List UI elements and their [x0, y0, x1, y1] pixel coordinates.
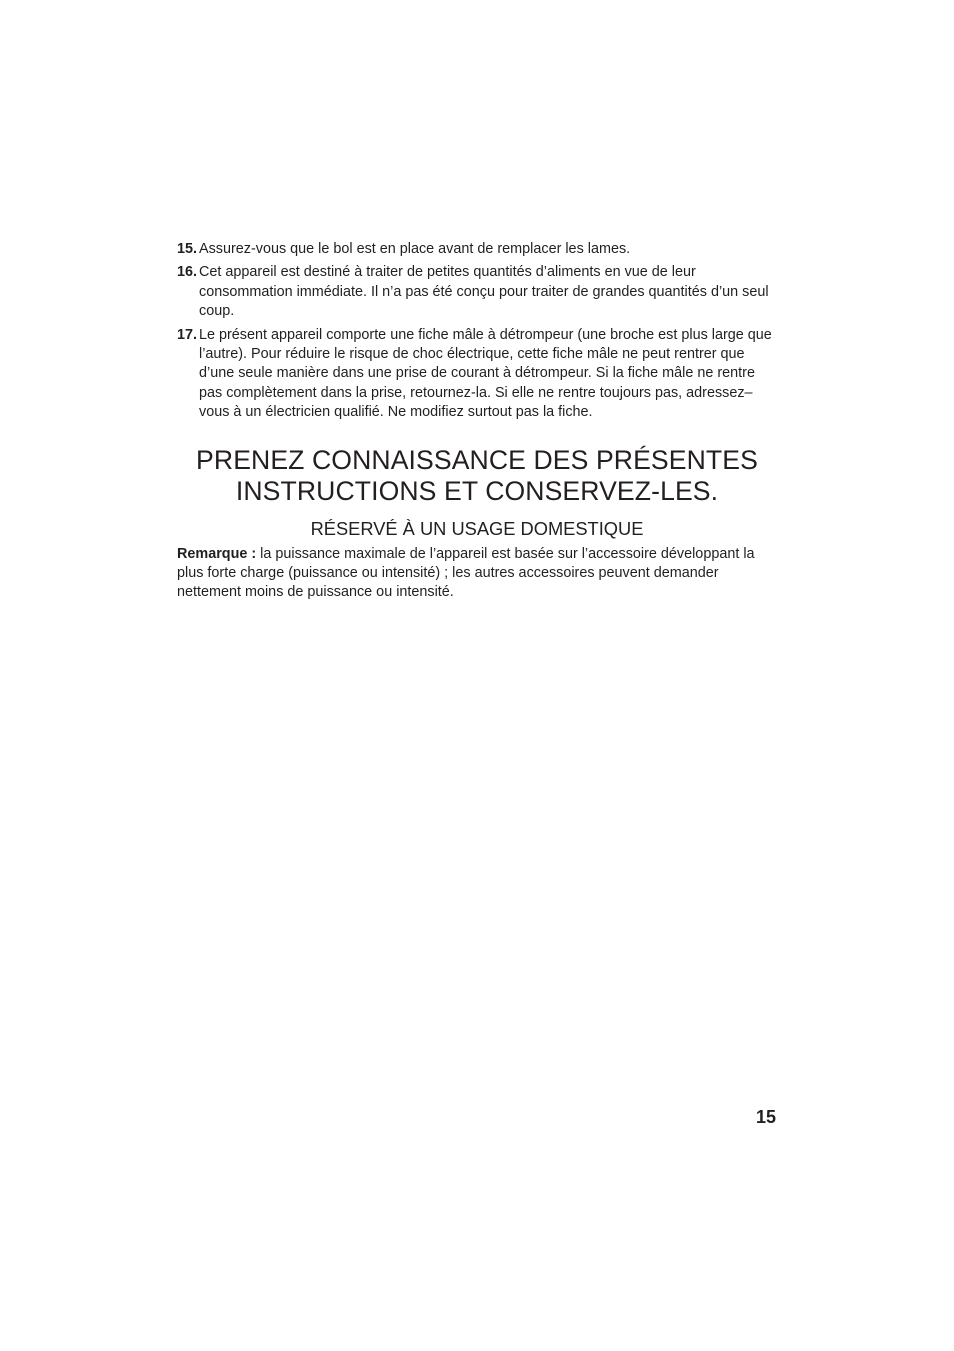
page-number: 15: [755, 1107, 776, 1127]
item-text: Le présent appareil comporte une fiche mâle à détrompeur (une broche est plus large que l’autre). Pour réduire le risque de choc électrique, cette fiche mâle ne peut rentrer que d’une seule manière dans une prise de courant à détrompeur. Si la fiche mâle ne rentre pas complètement dans la prise, retournez-la. Si elle ne rentre toujours pas, adressez–vous à un électricien qualifié. Ne modifiez surtout pas la fiche.: [199, 326, 772, 421]
section-subtitle: RÉSERVÉ À UN USAGE DOMESTIQUE: [310, 517, 644, 539]
page-title: [177, 445, 777, 508]
item-number: 16.: [177, 264, 198, 281]
page-title-line-1: PRENEZ CONNAISSANCE DES PRÉSENTES: [196, 444, 758, 475]
safety-instructions-list: [177, 240, 777, 423]
page-content: [177, 240, 777, 603]
note-text: la puissance maximale de l’appareil est basée sur l’accessoire développant la plus forte charge (puissance ou intensité) ; les autres accessoires peuvent demander nettement moins de puissance ou intensité.: [177, 545, 755, 601]
item-text: Cet appareil est destiné à traiter de petites quantités d’aliments en vue de leur consommation immédiate. Il n’a pas été conçu pour traiter de grandes quantités d’un seul coup.: [199, 264, 769, 320]
item-number: 15.: [177, 241, 198, 257]
note-paragraph: [177, 545, 777, 603]
list-item: [177, 326, 777, 423]
page-title-line-2: INSTRUCTIONS ET CONSERVEZ-LES.: [235, 476, 719, 507]
list-item: [177, 240, 777, 259]
item-number: 17.: [177, 326, 198, 343]
list-item: [177, 263, 777, 321]
note-label: Remarque :: [177, 545, 257, 562]
item-text: Assurez-vous que le bol est en place avant de remplacer les lames.: [199, 241, 631, 257]
